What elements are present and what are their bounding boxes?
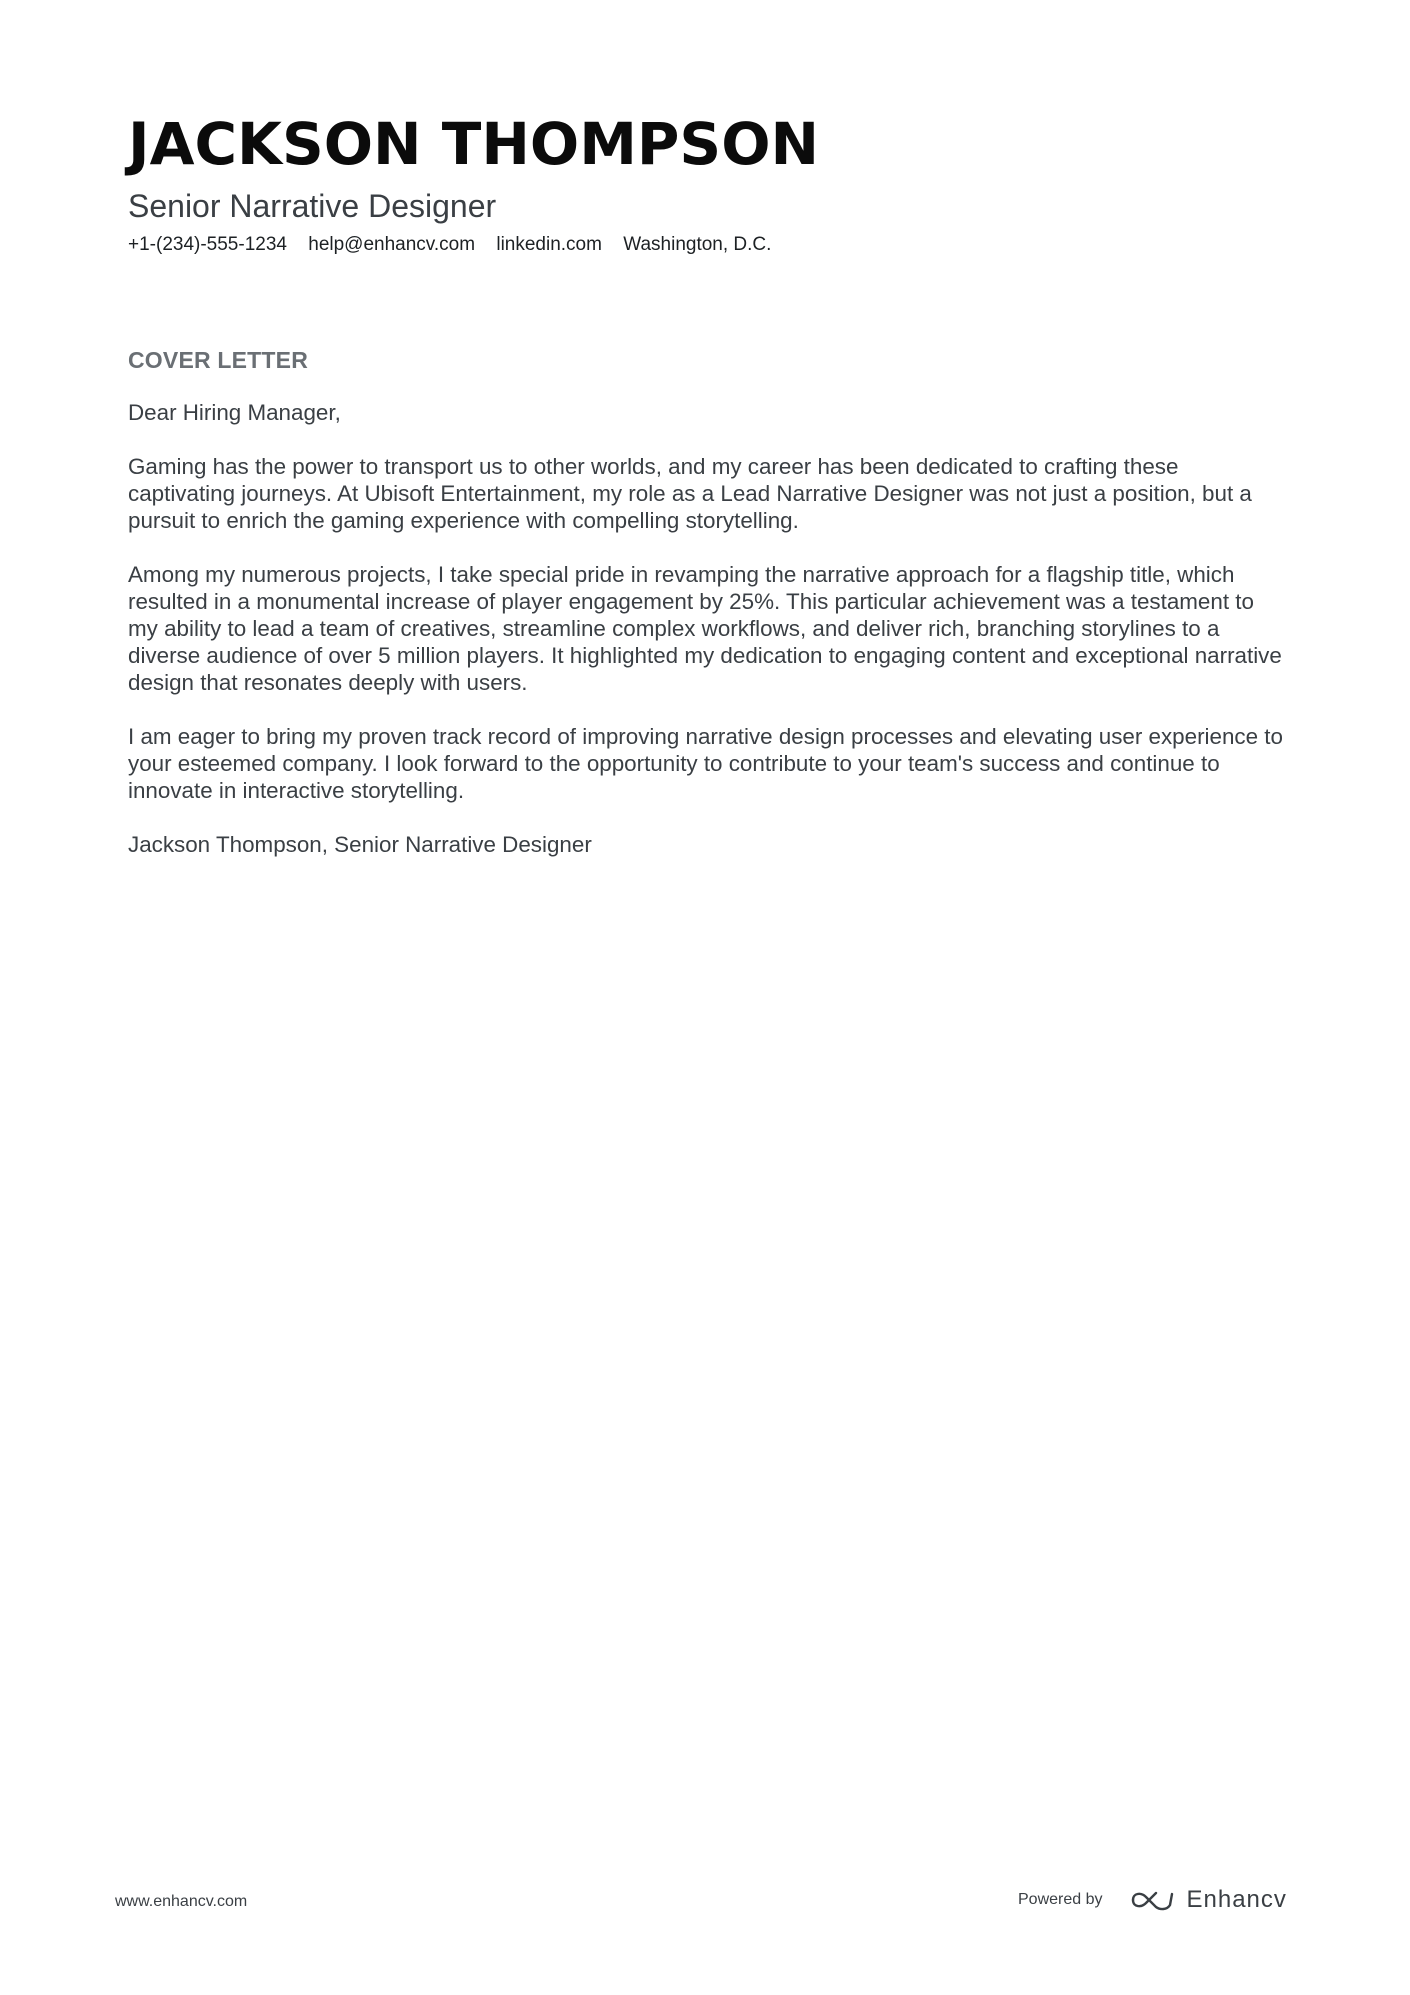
candidate-title: Senior Narrative Designer (128, 188, 497, 224)
letter-paragraph: I am eager to bring my proven track record of improving narrative design processes and elevating user experience to your esteemed company. I look forward to the opportunity to contribute to your team's success and continue to innovate in interactive storytelling. (128, 724, 1283, 803)
candidate-name: JACKSON THOMPSON (128, 110, 820, 178)
contact-info (128, 232, 1288, 258)
letter-signature: Jackson Thompson, Senior Narrative Designer (128, 832, 592, 857)
letter-body (128, 345, 1288, 885)
contact-location: Washington, D.C. (623, 234, 772, 255)
letter-paragraph: Among my numerous projects, I take special pride in revamping the narrative approach for a flagship title, which resulted in a monumental increase of player engagement by 25%. This particular achievement was a testament to my ability to lead a team of creatives, streamline complex workflows, and deliver rich, branching storylines to a diverse audience of over 5 million players. It highlighted my dedication to engaging content and exceptional narrative design that resonates deeply with users. (128, 562, 1282, 695)
resume-header (128, 108, 1288, 258)
powered-by-label: Powered by (1018, 1891, 1103, 1908)
footer-branding (1018, 1886, 1287, 1914)
contact-phone: +1-(234)-555-1234 (128, 234, 287, 255)
letter-greeting: Dear Hiring Manager, (128, 400, 341, 425)
contact-email[interactable]: help@enhancv.com (308, 234, 476, 255)
enhancv-brand-name[interactable]: Enhancv (1186, 1886, 1287, 1913)
enhancv-logo-icon (1129, 1888, 1175, 1912)
footer-website[interactable]: www.enhancv.com (115, 1893, 248, 1910)
contact-linkedin[interactable]: linkedin.com (496, 234, 602, 255)
section-heading: COVER LETTER (128, 347, 309, 373)
letter-paragraph: Gaming has the power to transport us to other worlds, and my career has been dedicated to crafting these captivating journeys. At Ubisoft Entertainment, my role as a Lead Narrative Designer was not just a position, but a pursuit to enrich the gaming experience with compelling storytelling. (128, 454, 1252, 533)
